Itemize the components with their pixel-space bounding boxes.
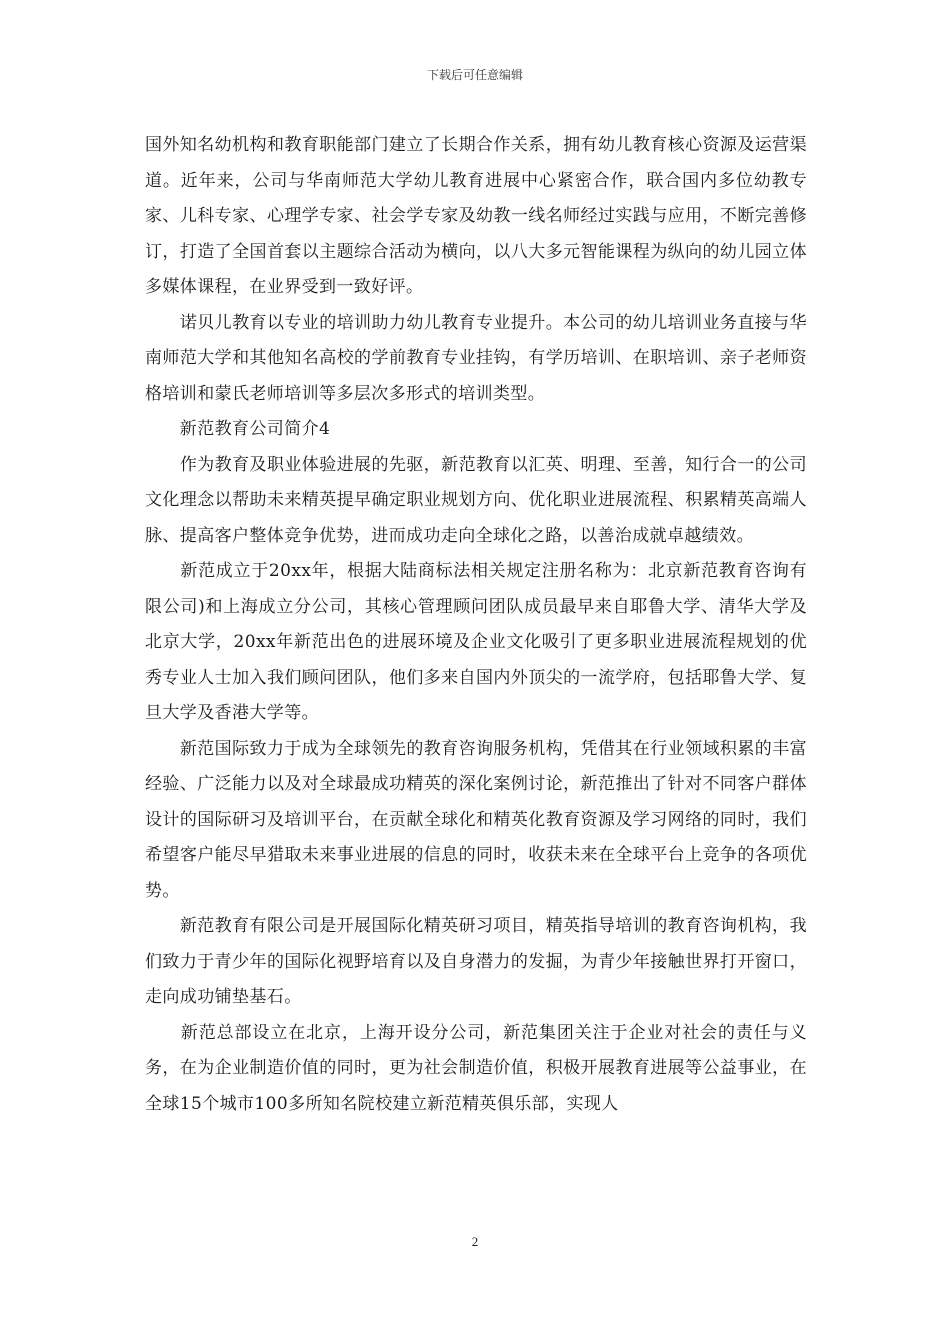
paragraph-5: 新范国际致力于成为全球领先的教育咨询服务机构，凭借其在行业领域积累的丰富经验、广泛能力以及对全球最成功精英的深化案例讨论，新范推出了针对不同客户群体设计的国际研习及培训平台，在贡献全球化和精英化教育资源及学习网络的同时，我们希望客户能尽早猎取未来事业进展的信息的同时，收获未来在全球平台上竞争的各项优势。 (145, 738, 807, 901)
paragraph-1: 国外知名幼机构和教育职能部门建立了长期合作关系，拥有幼儿教育核心资源及运营渠道。近年来，公司与华南师范大学幼儿教育进展中心紧密合作，联合国内多位幼教专家、儿科专家、心理学专家、社会学专家及幼教一线名师经过实践与应用，不断完善修订，打造了全国首套以主题综合活动为横向，以八大多元智能课程为纵向的幼儿园立体多媒体课程，在业界受到一致好评。 (145, 135, 807, 297)
page-number: 2 (471, 1234, 479, 1249)
page-header: 下载后可任意编辑 (426, 68, 523, 82)
paragraph-7: 新范总部设立在北京，上海开设分公司，新范集团关注于企业对社会的责任与义务，在为企业制造价值的同时，更为社会制造价值，积极开展教育进展等公益事业，在全球15个城市100多所知名院校建立新范精英俱乐部，实现人 (145, 1022, 807, 1114)
paragraph-3: 作为教育及职业体验进展的先驱，新范教育以汇英、明理、至善，知行合一的公司文化理念以帮助未来精英提早确定职业规划方向、优化职业进展流程、积累精英高端人脉、提高客户整体竞争优势，进而成功走向全球化之路，以善治成就卓越绩效。 (145, 454, 807, 546)
section-heading: 新范教育公司简介4 (145, 419, 331, 439)
paragraph-2: 诺贝儿教育以专业的培训助力幼儿教育专业提升。本公司的幼儿培训业务直接与华南师范大学和其他知名高校的学前教育专业挂钩，有学历培训、在职培训、亲子老师资格培训和蒙氏老师培训等多层次多形式的培训类型。 (145, 312, 807, 404)
paragraph-4: 新范成立于20xx年，根据大陆商标法相关规定注册名称为：北京新范教育咨询有限公司)和上海成立分公司，其核心管理顾问团队成员最早来自耶鲁大学、清华大学及北京大学，20xx年新范出色的进展环境及企业文化吸引了更多职业进展流程规划的优秀专业人士加入我们顾问团队，他们多来自国内外顶尖的一流学府，包括耶鲁大学、复旦大学及香港大学等。 (145, 561, 807, 723)
paragraph-6: 新范教育有限公司是开展国际化精英研习项目，精英指导培训的教育咨询机构，我们致力于青少年的国际化视野培育以及自身潜力的发掘，为青少年接触世界打开窗口，走向成功铺垫基石。 (145, 916, 807, 1007)
document-body (145, 128, 807, 1122)
